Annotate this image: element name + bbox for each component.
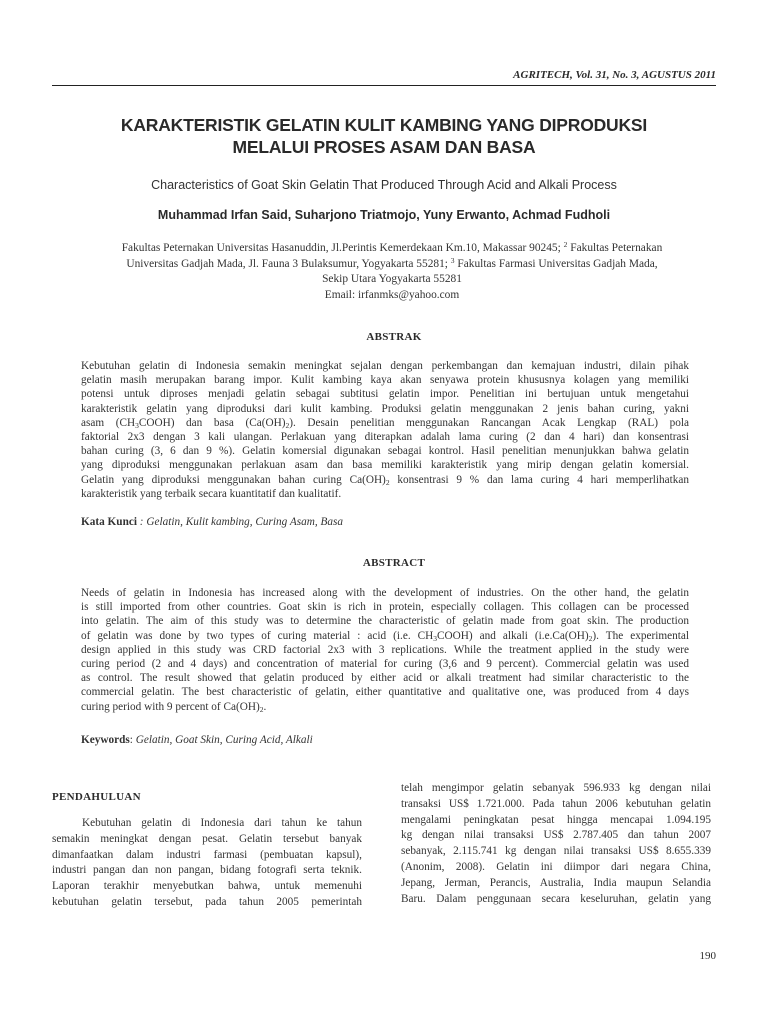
abstract-heading: ABSTRACT — [362, 557, 426, 569]
author-list: Muhammad Irfan Said, Suharjono Triatmojo, Yuny Erwanto, Achmad Fudholi — [157, 208, 611, 222]
abstract-line: commercial gelatin. The best characteristic of gelatin, either quantitative and qualitative one, was produced from 4 days — [81, 686, 689, 699]
subscript: 3 — [433, 633, 438, 643]
kata-kunci — [81, 516, 689, 528]
affiliation-text: Fakultas Peternakan Universitas Hasanuddin, Jl.Perintis Kemerdekaan Km.10, Makassar 90245; — [121, 242, 564, 254]
abstract-line: is still imported from other countries. Goat skin is rich in protein, especially collagen. This collagen can be processed — [81, 601, 689, 614]
subscript: 2 — [285, 420, 290, 430]
abstrak-line: Kebutuhan gelatin di Indonesia semakin meningkat sejalan dengan perkembangan dan kemajuan industri, dilain pihak — [81, 360, 689, 372]
abstract-text: ). The experimental — [592, 629, 689, 642]
abstract-line — [81, 629, 689, 643]
journal-header: AGRITECH, Vol. 31, No. 3, AGUSTUS 2011 — [513, 69, 716, 81]
abstrak-heading: ABSTRAK — [366, 331, 422, 343]
subscript: 3 — [135, 420, 139, 430]
keywords-separator: : — [129, 734, 136, 746]
header-divider — [52, 85, 716, 86]
paper-subtitle: Characteristics of Goat Skin Gelatin That Produced Through Acid and Alkali Process — [151, 178, 617, 192]
body-line: kg dengan nilai transaksi US$ 2.787.405 dan tahun 2007 — [401, 829, 711, 842]
abstrak-line: potensi untuk diproses menjadi gelatin sebagai subtitusi gelatin impor. Penelitian ini bertujuan untuk mengetahui — [81, 388, 689, 401]
affiliation-line — [76, 257, 708, 273]
subscript: 2 — [588, 633, 593, 643]
body-line: Kebutuhan gelatin di Indonesia dari tahun ke tahun — [82, 817, 362, 829]
pendahuluan-left-column — [52, 816, 362, 911]
body-line: sebanyak, 2.115.741 kg dengan nilai transaksi US$ 8.655.339 — [401, 845, 711, 858]
body-line: Jepang, Jerman, Perancis, Australia, India maupun Selandia — [401, 876, 711, 889]
affiliation-marker: 3 — [450, 255, 455, 265]
abstract-line: into gelatin. The aim of this study was to determine the characteristic of gelatin made from goat skin. The production — [81, 615, 689, 628]
abstrak-line — [81, 416, 689, 430]
pendahuluan-right-column — [401, 781, 711, 907]
abstrak-text: COOH) dan basa (Ca(OH) — [138, 416, 286, 429]
abstract-line — [81, 700, 689, 714]
abstract-text: . — [263, 700, 267, 713]
keywords-label: Keywords — [81, 734, 130, 746]
abstrak-line: faktorial 2x3 dengan 3 kali ulangan. Perlakuan yang diterapkan adalah lama curing (2 dan 4 hari) dan konsentrasi — [81, 430, 689, 443]
body-line: telah mengimpor gelatin sebanyak 596.933 kg dengan nilai — [401, 782, 711, 794]
abstrak-line — [81, 473, 689, 487]
abstract-body — [81, 586, 689, 714]
keywords-value: Gelatin, Goat Skin, Curing Acid, Alkali — [135, 734, 313, 746]
body-line: semakin meningkat dengan pesat. Gelatin tersebut banyak — [52, 832, 362, 845]
subscript: 2 — [259, 704, 264, 714]
kata-kunci-separator: : — [136, 516, 147, 528]
abstrak-line: yang diproduksi menggunakan perlakuan asam dan basa memiliki karakteristik yang mirip dengan gelatin komersial. — [81, 459, 689, 472]
author-email: Email: irfanmks@yahoo.com — [324, 288, 460, 301]
affiliation-text: Universitas Gadjah Mada, Jl. Fauna 3 Bulaksumur, Yogyakarta 55281; — [126, 257, 451, 270]
abstrak-text: Gelatin yang diproduksi menggunakan bahan curing Ca(OH) — [81, 473, 386, 486]
subscript: 2 — [385, 477, 390, 487]
affiliation-marker: 2 — [563, 240, 568, 249]
paper-title — [60, 114, 708, 158]
keywords — [81, 734, 689, 746]
page-number: 190 — [699, 950, 716, 962]
body-line: dimanfaatkan dalam industri farmasi (pembuatan kapsul), — [52, 848, 362, 861]
affiliations — [76, 241, 708, 303]
abstract-text: of gelatin was done by two types of curing material : acid (i.e. CH — [81, 629, 434, 642]
kata-kunci-label: Kata Kunci — [81, 516, 137, 528]
abstrak-text: asam (CH — [81, 416, 136, 429]
abstrak-body — [81, 359, 689, 501]
abstrak-text: konsentrasi 9 % dan lama curing 4 hari memperlihatkan — [389, 473, 689, 486]
abstrak-text: ). Desain penelitian menggunakan Rancangan Acak Lengkap (RAL) pola — [289, 416, 690, 429]
affiliation-text: Fakultas Peternakan — [567, 242, 663, 254]
abstract-line: curing period (2 and 4 days) and concentration of material for curing (3,6 and 9 percent). Commercial gelatin was used — [81, 657, 689, 670]
abstract-text: curing period with 9 percent of Ca(OH) — [81, 700, 260, 713]
body-line: Baru. Dalam penggunaan secara keseluruhan, gelatin yang — [401, 892, 711, 905]
abstract-text: COOH) and alkali (i.e.Ca(OH) — [437, 629, 589, 642]
affiliation-line: Sekip Utara Yogyakarta 55281 — [322, 273, 462, 285]
abstract-line: Needs of gelatin in Indonesia has increased along with the development of industries. On the other hand, the gelatin — [81, 587, 689, 599]
body-line: industri pangan dan non pangan, bidang fotografi serta teknik. — [52, 864, 362, 877]
abstrak-line: bahan curing (3, 6 dan 9 %). Gelatin komersial digunakan sebagai kontrol. Hasil penelitian menunjukkan bahwa gelatin — [81, 445, 689, 458]
abstrak-line: karakteristik gelatin yang diproduksi dari kulit kambing. Produksi gelatin menggunakan 2 jenis bahan curing, yakni — [81, 402, 689, 415]
paper-title-line-1: KARAKTERISTIK GELATIN KULIT KAMBING YANG DIPRODUKSI — [120, 115, 648, 135]
kata-kunci-value: Gelatin, Kulit kambing, Curing Asam, Basa — [146, 516, 343, 528]
abstrak-line: gelatin masih merupakan barang impor. Kulit kambing kaya akan senyawa protein khususnya kolagen yang memiliki — [81, 374, 689, 387]
body-line: (Anonim, 2008). Gelatin ini diimpor dari negara China, — [401, 860, 711, 873]
affiliation-text: Fakultas Farmasi Universitas Gadjah Mada, — [454, 257, 658, 270]
body-line: kebutuhan gelatin tersebut, pada tahun 2005 pemerintah — [52, 895, 362, 908]
affiliation-line — [76, 241, 708, 257]
abstract-line: design applied in this study was CRD factorial 2x3 with 3 replications. While the treatment applied in the study were — [81, 643, 689, 656]
body-line: transaksi US$ 1.721.000. Pada tahun 2006 kebutuhan gelatin — [401, 797, 711, 810]
abstrak-line: karakteristik yang terbaik secara kuantitatif dan kualitatif. — [81, 487, 342, 500]
abstract-line: as control. The result showed that gelatin produced by either acid or alkali treatment had similar characteristic to the — [81, 672, 689, 685]
paper-title-line-2: MELALUI PROSES ASAM DAN BASA — [232, 137, 536, 157]
body-line: mengalami peningkatan pesat hingga mencapai 1.094.195 — [401, 813, 711, 826]
pendahuluan-heading: PENDAHULUAN — [52, 791, 141, 803]
body-line: Laporan terakhir menyebutkan bahwa, untuk memenuhi — [52, 880, 362, 893]
